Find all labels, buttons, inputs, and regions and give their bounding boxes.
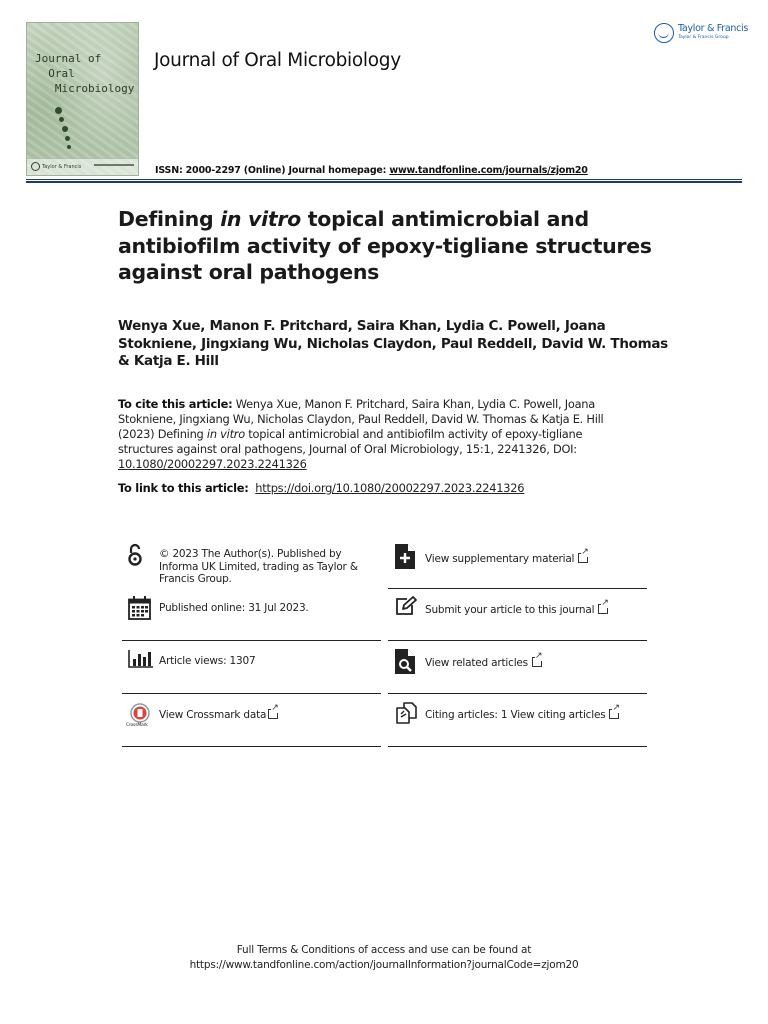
publisher-logo-name: Taylor & Francis: [678, 23, 749, 34]
open-access-icon: [128, 543, 142, 567]
publisher-logo-group: Taylor & Francis Group: [678, 35, 729, 40]
publisher-logo-icon: [654, 23, 674, 43]
bar-chart-icon: [128, 650, 153, 668]
cover-publisher-mark: Taylor & Francis: [31, 162, 81, 171]
external-link-icon: [268, 709, 278, 719]
journal-name: Journal of Oral Microbiology: [154, 50, 401, 71]
article-link-line: [118, 481, 524, 495]
grid-divider: [122, 640, 381, 641]
citation-doi-link[interactable]: 10.1080/20002297.2023.2241326: [118, 457, 307, 471]
external-link-icon: [532, 657, 542, 667]
grid-divider: [388, 746, 647, 747]
supplementary-file-icon: [395, 544, 415, 569]
submit-article-link[interactable]: Submit your article to this journal↗: [425, 604, 608, 617]
cover-title: Journal of Oral Microbiology: [35, 52, 135, 95]
external-link-icon: [609, 709, 619, 719]
journal-homepage-link[interactable]: www.tandfonline.com/journals/zjom20: [389, 165, 588, 176]
citing-articles-cell[interactable]: [388, 698, 647, 746]
supplementary-material-cell[interactable]: [388, 540, 647, 588]
grid-divider: [122, 746, 381, 747]
terms-footer-url[interactable]: https://www.tandfonline.com/action/journalInformation?journalCode=zjom20: [189, 958, 579, 971]
article-views-text: Article views: 1307: [159, 655, 256, 667]
journal-cover-thumbnail: [26, 22, 139, 176]
search-document-icon: [395, 649, 415, 674]
open-access-cell: [122, 540, 381, 590]
grid-divider: [122, 693, 381, 694]
terms-footer: [0, 943, 768, 972]
grid-divider: [388, 640, 647, 641]
grid-divider: [388, 588, 647, 589]
published-date-cell: [122, 592, 381, 640]
citing-articles-link[interactable]: Citing articles: 1 View citing articles↗: [425, 709, 619, 722]
citation-block: To cite this article: Wenya Xue, Manon F. Pritchard, Saira Khan, Lydia C. Powell, Joana Stokniene, Jingxiang Wu, Nicholas Claydon, Paul Reddell, David W. Thomas & Katja E. Hill (2023) Defining in vitro topical antimicrobial and antibiofilm activity of epoxy-tigliane structures against oral pathogens, Journal of Oral Microbiology, 15:1, 2241326, DOI: 10.1080/20002297.2023.2241326: [118, 397, 604, 471]
crossmark-link[interactable]: View Crossmark data↗: [159, 709, 278, 722]
citing-documents-icon: [395, 702, 418, 724]
related-articles-link[interactable]: View related articles↗: [425, 657, 542, 670]
terms-footer-line: Full Terms & Conditions of access and use can be found at: [236, 944, 532, 956]
article-doi-link[interactable]: https://doi.org/10.1080/20002297.2023.2241326: [255, 481, 525, 495]
publisher-logo[interactable]: [653, 22, 748, 46]
submit-article-cell[interactable]: [388, 592, 647, 640]
article-views-cell: [122, 645, 381, 693]
article-title: Defining in vitro topical antimicrobial and antibiofilm activity of epoxy-tigliane structures against oral pathogens: [118, 207, 652, 284]
header-divider-thick: [26, 181, 742, 183]
edit-icon: [395, 596, 417, 616]
external-link-icon: [598, 604, 608, 614]
external-link-icon: [578, 553, 588, 563]
issn-line: ISSN: 2000-2297 (Online) Journal homepage: www.tandfonline.com/journals/zjom20: [155, 165, 588, 176]
crossmark-label: CrossMark: [126, 723, 148, 728]
article-link-label: To link to this article:: [118, 481, 249, 495]
crossmark-cell[interactable]: [122, 698, 381, 746]
header-divider: [26, 179, 742, 180]
related-articles-cell[interactable]: [388, 645, 647, 693]
citation-label: To cite this article:: [118, 397, 233, 411]
open-access-text: © 2023 The Author(s). Published by Informa UK Limited, trading as Taylor & Francis Group.: [159, 548, 358, 585]
cover-footer: [27, 158, 138, 175]
article-authors: Wenya Xue, Manon F. Pritchard, Saira Khan, Lydia C. Powell, Joana Stokniene, Jingxiang Wu, Nicholas Claydon, Paul Reddell, David W. Thomas & Katja E. Hill: [118, 318, 668, 369]
grid-divider: [388, 693, 647, 694]
calendar-icon: [128, 596, 151, 620]
published-date-text: Published online: 31 Jul 2023.: [159, 602, 309, 614]
supplementary-material-link[interactable]: View supplementary material↗: [425, 553, 588, 566]
cover-url-line: [94, 164, 134, 166]
